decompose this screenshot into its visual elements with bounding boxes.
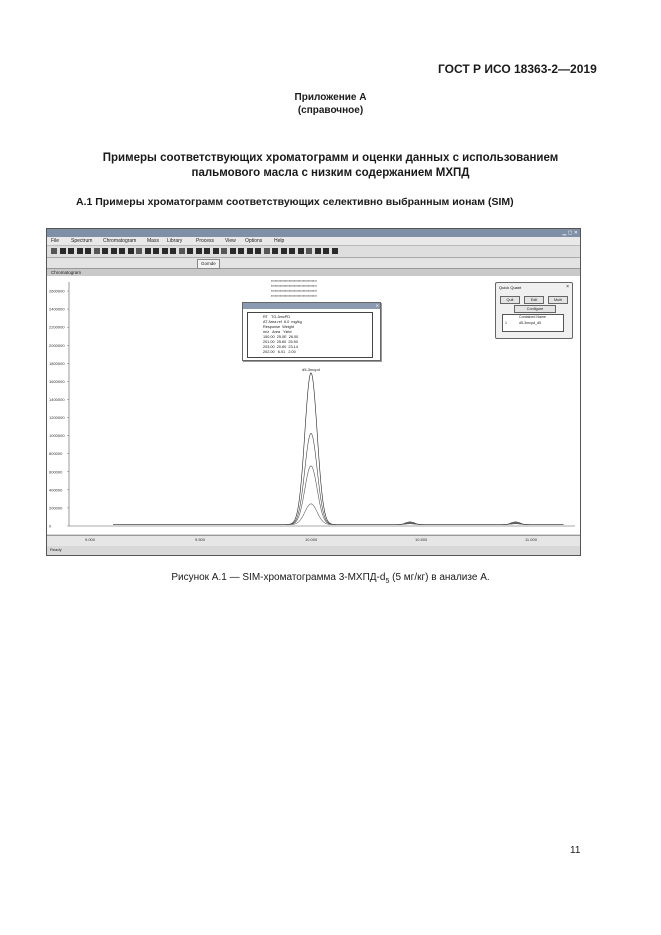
- toolbar-button-icon[interactable]: [221, 248, 227, 254]
- toolbar-button-icon[interactable]: [230, 248, 236, 254]
- chromatogram-trace: [113, 433, 564, 524]
- multi-button[interactable]: Multi: [548, 296, 568, 304]
- y-tick-label: 1200000: [49, 415, 65, 421]
- toolbar-button-icon[interactable]: [213, 248, 219, 254]
- toolbar: [47, 246, 580, 258]
- x-tick-label: 9.000: [85, 537, 96, 542]
- y-tick-label: 1600000: [49, 378, 65, 384]
- compound-name[interactable]: d5-3mcpd_d5: [519, 321, 541, 325]
- toolbar-button-icon[interactable]: [264, 248, 270, 254]
- y-tick-label: 400000: [49, 487, 63, 493]
- popup-line: RT TG-3mcPD: [263, 315, 291, 319]
- menu-bar: [47, 237, 580, 246]
- y-tick-label: 800000: [49, 451, 63, 457]
- toolbar-button-icon[interactable]: [315, 248, 321, 254]
- configure-button[interactable]: Configure: [514, 305, 556, 313]
- toolbar-button-icon[interactable]: [170, 248, 176, 254]
- peak-label: d5-3mcpd: [302, 367, 320, 373]
- y-tick-label: 0: [49, 523, 52, 529]
- compound-table: [502, 314, 564, 332]
- toolbar-button-icon[interactable]: [255, 248, 261, 254]
- toolbar-button-icon[interactable]: [332, 248, 338, 254]
- y-tick-label: 2200000: [49, 324, 65, 330]
- y-tick-label: 1000000: [49, 433, 65, 439]
- toolbar-button-icon[interactable]: [298, 248, 304, 254]
- toolbar-button-icon[interactable]: [68, 248, 74, 254]
- toolbar-button-icon[interactable]: [306, 248, 312, 254]
- tab-gomde[interactable]: Gomde: [197, 259, 220, 269]
- heading-line-1: Примеры соответствующих хроматограмм и оценки данных с использованием: [102, 152, 559, 164]
- toolbar-button-icon[interactable]: [153, 248, 159, 254]
- popup-line: 150.00 25.0E 26.00: [263, 335, 299, 339]
- popup-line: 202.00 6.01 2.00: [263, 350, 296, 354]
- y-tick-label: 2000000: [49, 342, 65, 348]
- toolbar-button-icon[interactable]: [238, 248, 244, 254]
- file-info-line: ▪▪▪▪▪▪▪▪▪▪▪▪▪▪▪▪▪▪▪▪▪▪▪▪▪▪▪▪▪▪▪▪▪▪▪▪: [271, 289, 317, 293]
- appendix-title: Приложение А: [294, 92, 367, 103]
- toolbar-button-icon[interactable]: [128, 248, 134, 254]
- toolbar-button-icon[interactable]: [323, 248, 329, 254]
- menu-item-help[interactable]: Help: [274, 238, 285, 244]
- subsection-title: А.1 Примеры хроматограмм соответствующих селективно выбранным ионам (SIM): [76, 196, 514, 208]
- toolbar-button-icon[interactable]: [111, 248, 117, 254]
- popup-results-panel: [247, 312, 373, 358]
- toolbar-button-icon[interactable]: [196, 248, 202, 254]
- y-tick-label: 1800000: [49, 360, 65, 366]
- standard-number: ГОСТ Р ИСО 18363-2—2019: [438, 62, 597, 76]
- chromatogram-trace: [113, 466, 564, 525]
- toolbar-button-icon[interactable]: [272, 248, 278, 254]
- menu-item-library[interactable]: Library: [167, 238, 183, 244]
- toolbar-button-icon[interactable]: [281, 248, 287, 254]
- software-window: [46, 228, 581, 556]
- menu-item-mass[interactable]: Mass: [147, 238, 159, 244]
- heading-line-2: пальмового масла с низким содержанием МХПД: [191, 167, 470, 179]
- x-tick-label: 11.000: [525, 537, 537, 542]
- section-heading: [40, 151, 621, 181]
- popup-line: m/z Area Yield: [263, 330, 292, 334]
- window-titlebar: [47, 229, 580, 237]
- toolbar-button-icon[interactable]: [94, 248, 100, 254]
- status-bar: [47, 535, 580, 546]
- toolbar-button-icon[interactable]: [102, 248, 108, 254]
- file-info-line: ▪▪▪▪▪▪▪▪▪▪▪▪▪▪▪▪▪▪▪▪▪▪▪▪▪▪▪▪▪▪▪▪▪▪▪▪: [271, 284, 317, 288]
- caption-prefix: Рисунок А.1 — SIM-хроматограмма 3-МХПД-d: [171, 572, 386, 583]
- toolbar-button-icon[interactable]: [145, 248, 151, 254]
- toolbar-button-icon[interactable]: [60, 248, 66, 254]
- menu-item-process[interactable]: Process: [196, 238, 215, 244]
- x-tick-label: 9.500: [195, 537, 206, 542]
- toolbar-button-icon[interactable]: [204, 248, 210, 254]
- page-number: 11: [570, 845, 581, 856]
- edit-button[interactable]: Edit: [524, 296, 544, 304]
- y-tick-label: 200000: [49, 505, 63, 511]
- toolbar-button-icon[interactable]: [136, 248, 142, 254]
- y-tick-label: 2400000: [49, 306, 65, 312]
- y-tick-label: 1400000: [49, 396, 65, 402]
- popup-line: Response Weight: [263, 325, 294, 329]
- toolbar-button-icon[interactable]: [51, 248, 57, 254]
- y-tick-label: 600000: [49, 469, 63, 475]
- toolbar-button-icon[interactable]: [77, 248, 83, 254]
- x-tick-label: 10.000: [305, 537, 318, 542]
- menu-item-file[interactable]: File: [51, 238, 60, 244]
- x-tick-label: 10.500: [415, 537, 428, 542]
- popup-titlebar[interactable]: [243, 303, 380, 309]
- status-text: Ready: [50, 547, 62, 552]
- popup-line: AT Area ref 6.0 mg/kg: [263, 320, 302, 324]
- toolbar-button-icon[interactable]: [119, 248, 125, 254]
- window-controls-icon[interactable]: ▁ ▢ ✕: [562, 230, 578, 236]
- close-icon[interactable]: ✕: [375, 303, 379, 308]
- toolbar-button-icon[interactable]: [247, 248, 253, 254]
- appendix-heading: [0, 91, 661, 117]
- figure-caption: [0, 572, 661, 585]
- toolbar-button-icon[interactable]: [162, 248, 168, 254]
- viewer-title: Chromatogram: [47, 269, 580, 276]
- file-info-line: ▪▪▪▪▪▪▪▪▪▪▪▪▪▪▪▪▪▪▪▪▪▪▪▪▪▪▪▪▪▪▪▪▪▪▪▪: [271, 294, 317, 298]
- menu-item-chromatogram[interactable]: Chromatogram: [103, 238, 137, 244]
- close-icon[interactable]: ×: [566, 284, 569, 290]
- toolbar-button-icon[interactable]: [289, 248, 295, 254]
- chromatogram-trace: [113, 504, 564, 525]
- chromatogram-trace: [113, 373, 564, 525]
- table-header: Contained Name: [519, 315, 546, 319]
- popup-line: 203.00 20.60 23.14: [263, 345, 298, 349]
- toolbar-button-icon[interactable]: [187, 248, 193, 254]
- toolbar-button-icon[interactable]: [179, 248, 185, 254]
- menu-item-spectrum[interactable]: Spectrum: [71, 238, 93, 244]
- tab-strip: [47, 258, 580, 269]
- y-tick-label: 2600000: [49, 288, 65, 294]
- popup-line: 201.00 25.60 25.50: [263, 340, 298, 344]
- menu-item-options[interactable]: Options: [245, 238, 263, 244]
- quick-quant-title: Quick Quant: [499, 285, 522, 290]
- results-popup[interactable]: [242, 302, 381, 361]
- toolbar-button-icon[interactable]: [85, 248, 91, 254]
- menu-item-view[interactable]: View: [225, 238, 236, 244]
- quit-button[interactable]: Quit: [500, 296, 520, 304]
- row-index: 1: [505, 321, 507, 325]
- file-info-line: ▪▪▪▪▪▪▪▪▪▪▪▪▪▪▪▪▪▪▪▪▪▪▪▪▪▪▪▪▪▪▪▪▪▪▪▪: [271, 279, 317, 283]
- caption-subscript: 5: [385, 578, 390, 585]
- appendix-type: (справочное): [297, 105, 364, 116]
- caption-suffix: (5 мг/кг) в анализе А.: [389, 572, 490, 583]
- quick-quant-panel[interactable]: [495, 282, 573, 339]
